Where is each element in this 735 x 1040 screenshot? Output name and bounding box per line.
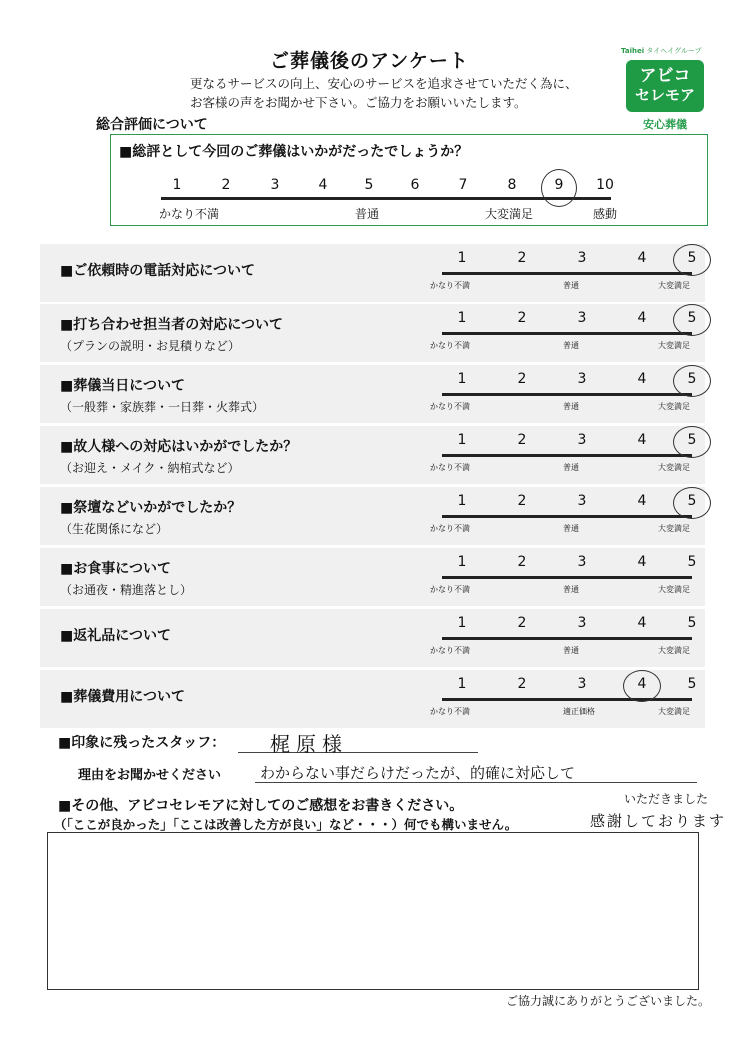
question-row [40, 244, 705, 302]
logo-box: アビコ セレモア [626, 60, 704, 112]
rating-scale-line [442, 332, 692, 335]
rating-scale-line [442, 454, 692, 457]
rating-selected-circle [673, 365, 711, 397]
survey-intro: 更なるサービスの向上、安心のサービスを追求させていただく為に、 お客様の声をお聞かせ下さい。ご協力をお願いいたします。 [190, 76, 578, 110]
rating-label-mid: 普通 [563, 646, 579, 655]
rating-option-3[interactable]: 3 [577, 310, 587, 326]
rating-scale [420, 304, 705, 362]
rating-scale-line [442, 698, 692, 701]
rating-option-2[interactable]: 2 [517, 554, 527, 570]
rating-option-5[interactable]: 5 [687, 615, 697, 631]
rating-option-4[interactable]: 4 [637, 615, 647, 631]
question-row [40, 609, 705, 667]
rating-scale [420, 548, 705, 606]
thanks-message: ご協力誠にありがとうございました。 [506, 994, 711, 1008]
rating-label-high: 大変満足 [658, 585, 690, 594]
rating-option-3[interactable]: 3 [577, 615, 587, 631]
rating-option-3[interactable]: 3 [577, 554, 587, 570]
rating-selected-circle [673, 244, 711, 276]
overall-label-low: かなり不満 [159, 207, 220, 221]
question-label: ■祭壇などいかがでしたか？ [60, 500, 242, 516]
rating-scale [420, 487, 705, 545]
rating-option-1[interactable]: 1 [457, 310, 467, 326]
rating-scale-line [442, 272, 692, 275]
rating-selected-circle [673, 304, 711, 336]
rating-scale-line [442, 515, 692, 518]
question-sublabel: （生花関係になど） [60, 522, 169, 536]
rating-option-1[interactable]: 1 [457, 250, 467, 266]
rating-option-2[interactable]: 2 [517, 615, 527, 631]
overall-selected-circle [541, 169, 577, 207]
rating-option-1[interactable]: 1 [457, 432, 467, 448]
rating-option-3[interactable]: 3 [577, 250, 587, 266]
rating-label-low: かなり不満 [430, 707, 470, 716]
rating-option-5[interactable]: 5 [687, 250, 697, 266]
comment-box[interactable] [47, 832, 699, 990]
rating-label-low: かなり不満 [430, 524, 470, 533]
question-row [40, 304, 705, 362]
rating-option-1[interactable]: 1 [457, 615, 467, 631]
rating-label-mid: 普通 [563, 524, 579, 533]
question-row [40, 548, 705, 606]
rating-option-1[interactable]: 1 [457, 676, 467, 692]
rating-option-3[interactable]: 3 [577, 432, 587, 448]
rating-option-2[interactable]: 2 [517, 676, 527, 692]
other-comments-sub: （「ここが良かった」「ここは改善した方が良い」など・・・）何でも構いません。 [54, 817, 518, 832]
rating-scale-line [442, 576, 692, 579]
rating-label-low: かなり不満 [430, 463, 470, 472]
rating-scale [420, 244, 705, 302]
question-row [40, 365, 705, 423]
rating-option-4[interactable]: 4 [637, 371, 647, 387]
question-sublabel: （お迎え・メイク・納棺式など） [60, 461, 240, 475]
rating-option-2[interactable]: 2 [517, 432, 527, 448]
question-sublabel: （お通夜・精進落とし） [60, 583, 193, 597]
comment-handwritten-line3: 感謝しております [590, 812, 727, 830]
question-row [40, 487, 705, 545]
overall-scale-9[interactable]: 9 [554, 177, 564, 193]
overall-scale-8[interactable]: 8 [507, 177, 517, 193]
rating-option-1[interactable]: 1 [457, 371, 467, 387]
question-row [40, 426, 705, 484]
other-comments-label: ■その他、アビコセレモアに対してのご感想をお書きください。 [58, 798, 464, 814]
rating-option-4[interactable]: 4 [637, 676, 647, 692]
rating-option-2[interactable]: 2 [517, 310, 527, 326]
question-label: ■葬儀費用について [60, 689, 185, 705]
reason-label: 理由をお聞かせください [78, 768, 222, 783]
rating-option-1[interactable]: 1 [457, 493, 467, 509]
rating-label-high: 大変満足 [658, 646, 690, 655]
staff-label: ■印象に残ったスタッフ： [58, 735, 226, 751]
comment-handwritten-line2: いただきました [624, 792, 709, 806]
rating-option-5[interactable]: 5 [687, 676, 697, 692]
rating-label-high: 大変満足 [658, 463, 690, 472]
question-label: ■故人様への対応はいかがでしたか？ [60, 439, 298, 455]
rating-label-high: 大変満足 [658, 707, 690, 716]
overall-scale-7[interactable]: 7 [458, 177, 468, 193]
overall-scale-4[interactable]: 4 [318, 177, 328, 193]
rating-option-4[interactable]: 4 [637, 310, 647, 326]
survey-title: ご葬儀後のアンケート [270, 50, 469, 72]
rating-option-2[interactable]: 2 [517, 493, 527, 509]
rating-option-5[interactable]: 5 [687, 554, 697, 570]
rating-label-high: 大変満足 [658, 402, 690, 411]
question-label: ■ご依頼時の電話対応について [60, 263, 255, 279]
rating-label-low: かなり不満 [430, 402, 470, 411]
overall-label-top: 感動 [593, 207, 618, 221]
rating-selected-circle [623, 670, 661, 702]
overall-section-title: 総合評価について [96, 117, 208, 133]
rating-label-mid: 普通 [563, 402, 579, 411]
reason-handwritten: わからない事だらけだったが、的確に対応して [260, 764, 576, 782]
rating-option-3[interactable]: 3 [577, 493, 587, 509]
rating-option-5[interactable]: 5 [687, 432, 697, 448]
rating-option-4[interactable]: 4 [637, 493, 647, 509]
question-label: ■打ち合わせ担当者の対応について [60, 317, 283, 333]
overall-scale-2[interactable]: 2 [221, 177, 231, 193]
rating-label-high: 大変満足 [658, 281, 690, 290]
group-mark: Taihei タイヘイグループ [621, 47, 702, 55]
rating-label-high: 大変満足 [658, 524, 690, 533]
staff-handwritten: 梶原様 [270, 732, 348, 756]
overall-label-mid: 普通 [355, 207, 380, 221]
rating-scale [420, 609, 705, 667]
rating-option-3[interactable]: 3 [577, 371, 587, 387]
rating-option-2[interactable]: 2 [517, 371, 527, 387]
rating-label-mid: 普通 [563, 463, 579, 472]
overall-scale-5[interactable]: 5 [364, 177, 374, 193]
overall-scale-6[interactable]: 6 [410, 177, 420, 193]
overall-scale-3[interactable]: 3 [270, 177, 280, 193]
logo-tagline: 安心葬儀 [643, 118, 687, 131]
question-row [40, 670, 705, 728]
rating-label-low: かなり不満 [430, 341, 470, 350]
rating-option-1[interactable]: 1 [457, 554, 467, 570]
rating-option-4[interactable]: 4 [637, 250, 647, 266]
rating-scale-line [442, 637, 692, 640]
rating-label-low: かなり不満 [430, 585, 470, 594]
rating-label-mid: 普通 [563, 585, 579, 594]
rating-label-mid: 適正価格 [563, 707, 595, 716]
rating-label-low: かなり不満 [430, 646, 470, 655]
rating-label-mid: 普通 [563, 281, 579, 290]
company-logo [615, 46, 715, 132]
question-label: ■葬儀当日について [60, 378, 185, 394]
rating-option-3[interactable]: 3 [577, 676, 587, 692]
rating-scale-line [442, 393, 692, 396]
rating-label-mid: 普通 [563, 341, 579, 350]
rating-selected-circle [673, 487, 711, 519]
rating-option-2[interactable]: 2 [517, 250, 527, 266]
rating-option-5[interactable]: 5 [687, 371, 697, 387]
rating-scale [420, 670, 705, 728]
rating-label-low: かなり不満 [430, 281, 470, 290]
question-label: ■返礼品について [60, 628, 171, 644]
question-sublabel: （一般葬・家族葬・一日葬・火葬式） [60, 400, 265, 414]
rating-scale [420, 426, 705, 484]
overall-rating-box [110, 134, 708, 226]
question-sublabel: （プランの説明・お見積りなど） [60, 339, 241, 353]
overall-scale-1[interactable]: 1 [172, 177, 182, 193]
rating-option-5[interactable]: 5 [687, 493, 697, 509]
rating-option-5[interactable]: 5 [687, 310, 697, 326]
overall-label-high: 大変満足 [485, 207, 534, 221]
overall-scale-10[interactable]: 10 [596, 177, 614, 193]
rating-scale [420, 365, 705, 423]
rating-option-4[interactable]: 4 [637, 554, 647, 570]
question-label: ■お食事について [60, 561, 171, 577]
rating-option-4[interactable]: 4 [637, 432, 647, 448]
rating-label-high: 大変満足 [658, 341, 690, 350]
overall-question: ■総評として今回のご葬儀はいかがだったでしょうか？ [119, 144, 469, 160]
rating-selected-circle [673, 426, 711, 458]
